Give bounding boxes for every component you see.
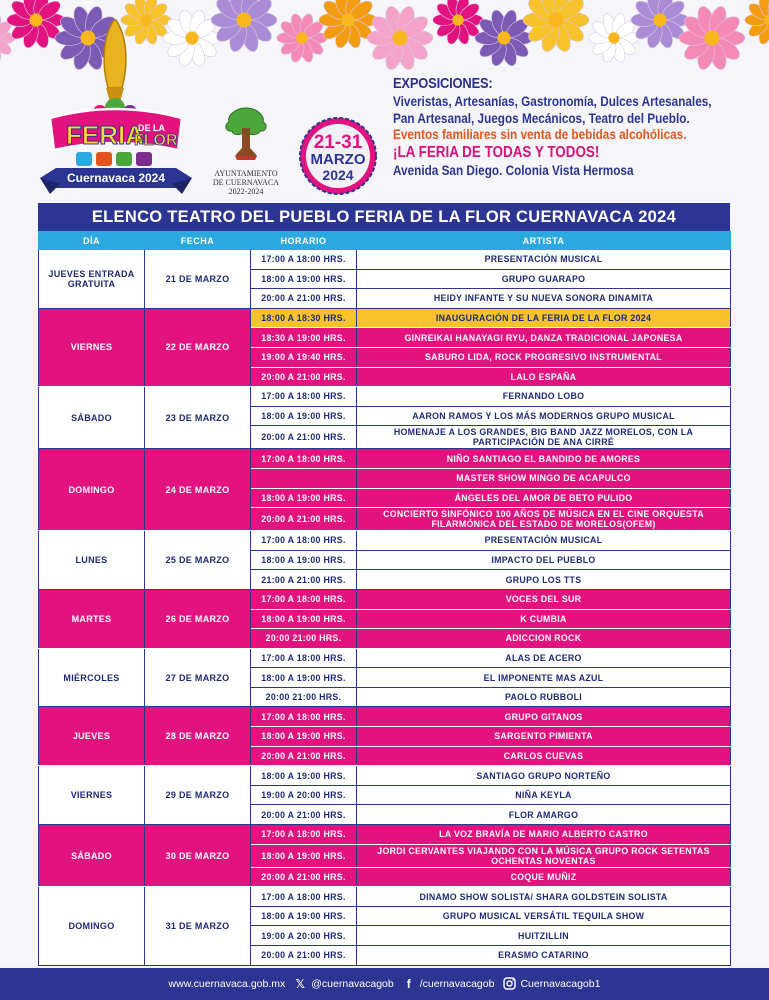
artist-cell: SANTIAGO GRUPO NORTEÑO (357, 766, 731, 786)
instagram-icon (502, 977, 516, 991)
artist-cell: SABURO LIDA, ROCK PROGRESIVO INSTRUMENTAL (357, 347, 731, 367)
schedule-row (39, 887, 731, 907)
day-cell: MIÉRCOLES (39, 648, 145, 707)
artist-cell: INAUGURACIÓN DE LA FERIA DE LA FLOR 2024 (357, 308, 731, 328)
time-cell: 18:00 A 19:00 HRS. (251, 550, 357, 570)
time-cell: 18:00 A 19:00 HRS. (251, 668, 357, 688)
time-cell: 20:00 A 21:00 HRS. (251, 805, 357, 825)
day-cell: SÁBADO (39, 825, 145, 887)
date-cell: 24 DE MARZO (145, 449, 251, 531)
date-cell: 23 DE MARZO (145, 387, 251, 449)
day-cell: MARTES (39, 589, 145, 648)
time-cell: 20:00 A 21:00 HRS. (251, 946, 357, 966)
artist-cell: DINAMO SHOW SOLISTA/ SHARA GOLDSTEIN SOLISTA (357, 887, 731, 907)
time-cell: 17:00 A 18:00 HRS. (251, 825, 357, 845)
day-cell: JUEVES (39, 707, 145, 766)
footer-x-handle: @cuernavacagob (311, 978, 394, 990)
date-cell: 21 DE MARZO (145, 250, 251, 309)
facebook-icon: f (406, 977, 411, 991)
time-cell: 19:00 A 20:00 HRS. (251, 785, 357, 805)
time-cell: 21:00 A 21:00 HRS. (251, 570, 357, 590)
artist-cell: HUITZILLIN (357, 926, 731, 946)
ayuntamiento-line2: DE CUERNAVACA (212, 178, 280, 187)
time-cell (251, 468, 357, 488)
time-cell: 19:00 A 19:40 HRS. (251, 347, 357, 367)
date-range: 21-31 (313, 132, 363, 153)
artist-cell: CONCIERTO SINFÓNICO 100 AÑOS DE MÚSICA EN EL CINE ORQUESTA FILARMÓNICA DEL ESTADO DE MORELOS(OFEM) (357, 508, 731, 531)
day-cell: SÁBADO (39, 387, 145, 449)
artist-cell: COQUE MUÑIZ (357, 867, 731, 887)
time-cell: 17:00 A 18:00 HRS. (251, 250, 357, 270)
ayuntamiento-logo (206, 104, 286, 196)
time-cell: 20:00 A 21:00 HRS. (251, 867, 357, 887)
column-header-horario: HORARIO (251, 232, 357, 250)
logo-city: Cuernavaca 2024 (66, 171, 166, 185)
artist-cell: GRUPO GITANOS (357, 707, 731, 727)
date-year: 2024 (322, 167, 354, 183)
schedule-row (39, 589, 731, 609)
x-icon: 𝕏 (295, 977, 306, 991)
ayuntamiento-line3: 2022-2024 (228, 187, 264, 196)
footer-facebook-link[interactable] (402, 977, 495, 991)
schedule-header-row (39, 232, 731, 250)
time-cell: 18:00 A 19:00 HRS. (251, 727, 357, 747)
artist-cell: LA VOZ BRAVÍA DE MARIO ALBERTO CASTRO (357, 825, 731, 845)
expos-line-2: Pan Artesanal, Juegos Mecánicos, Teatro del Pueblo. (393, 109, 690, 126)
expos-line-3: Eventos familiares sin venta de bebidas alcohólicas. (393, 126, 687, 142)
time-cell: 18:00 A 19:00 HRS. (251, 269, 357, 289)
ayuntamiento-tree-icon (221, 104, 271, 162)
schedule-row (39, 250, 731, 270)
time-cell: 18:00 A 19:00 HRS. (251, 406, 357, 426)
schedule-title: ELENCO TEATRO DEL PUEBLO FERIA DE LA FLOR CUERNAVACA 2024 (38, 203, 730, 231)
date-cell: 27 DE MARZO (145, 648, 251, 707)
date-cell: 30 DE MARZO (145, 825, 251, 887)
ayuntamiento-line1: AYUNTAMIENTO (214, 169, 278, 178)
time-cell: 18:00 A 18:30 HRS. (251, 308, 357, 328)
date-cell: 31 DE MARZO (145, 887, 251, 965)
time-cell: 20:00 A 21:00 HRS. (251, 746, 357, 766)
time-cell: 18:00 A 19:00 HRS. (251, 488, 357, 508)
schedule-row (39, 766, 731, 786)
day-cell: LUNES (39, 531, 145, 590)
artist-cell: ÁNGELES DEL AMOR DE BETO PULIDO (357, 488, 731, 508)
day-cell: VIERNES (39, 766, 145, 825)
column-header-artista: ARTISTA (357, 232, 731, 250)
logo-word-feria: FERIA (66, 120, 144, 150)
time-cell: 17:00 A 18:00 HRS. (251, 648, 357, 668)
exposiciones-block (393, 74, 763, 178)
time-cell: 18:00 A 19:00 HRS. (251, 766, 357, 786)
artist-cell: HEIDY INFANTE Y SU NUEVA SONORA DINAMITA (357, 289, 731, 309)
expos-line-4: ¡LA FERIA DE TODAS Y TODOS! (393, 143, 600, 161)
schedule-row (39, 308, 731, 328)
footer-instagram-link[interactable] (502, 977, 600, 991)
time-cell: 17:00 A 18:00 HRS. (251, 589, 357, 609)
time-cell: 20:00 21:00 HRS. (251, 629, 357, 649)
artist-cell: GRUPO LOS TTS (357, 570, 731, 590)
artist-cell: GRUPO GUARAPO (357, 269, 731, 289)
artist-cell: NIÑO SANTIAGO EL BANDIDO DE AMORES (357, 449, 731, 469)
schedule-table (38, 231, 731, 966)
time-cell: 17:00 A 18:00 HRS. (251, 887, 357, 907)
artist-cell: SARGENTO PIMIENTA (357, 727, 731, 747)
day-cell: DOMINGO (39, 449, 145, 531)
date-month: MARZO (310, 151, 366, 168)
artist-cell: ALAS DE ACERO (357, 648, 731, 668)
date-cell: 26 DE MARZO (145, 589, 251, 648)
artist-cell: IMPACTO DEL PUEBLO (357, 550, 731, 570)
date-cell: 28 DE MARZO (145, 707, 251, 766)
artist-cell: ADICCION ROCK (357, 629, 731, 649)
artist-cell: K CUMBIA (357, 609, 731, 629)
artist-cell: VOCES DEL SUR (357, 589, 731, 609)
artist-cell: ERASMO CATARINO (357, 946, 731, 966)
artist-cell: PRESENTACIÓN MUSICAL (357, 531, 731, 551)
day-cell: DOMINGO (39, 887, 145, 965)
date-cell: 25 DE MARZO (145, 531, 251, 590)
time-cell: 20:00 A 21:00 HRS. (251, 289, 357, 309)
artist-cell: CARLOS CUEVAS (357, 746, 731, 766)
time-cell: 20:00 A 21:00 HRS. (251, 426, 357, 449)
schedule-row (39, 387, 731, 407)
date-cell: 29 DE MARZO (145, 766, 251, 825)
date-badge (298, 116, 378, 196)
time-cell: 17:00 A 18:00 HRS. (251, 387, 357, 407)
time-cell: 20:00 21:00 HRS. (251, 687, 357, 707)
time-cell: 18:00 A 19:00 HRS. (251, 609, 357, 629)
artist-cell: LALO ESPAÑA (357, 367, 731, 387)
time-cell: 20:00 A 21:00 HRS. (251, 508, 357, 531)
artist-cell: AARON RAMOS Y LOS MÁS MODERNOS GRUPO MUSICAL (357, 406, 731, 426)
time-cell: 19:00 A 20:00 HRS. (251, 926, 357, 946)
time-cell: 18:00 A 19:00 HRS. (251, 906, 357, 926)
column-header-fecha: FECHA (145, 232, 251, 250)
artist-cell: PRESENTACIÓN MUSICAL (357, 250, 731, 270)
artist-cell: FERNANDO LOBO (357, 387, 731, 407)
column-header-dia: DÍA (39, 232, 145, 250)
time-cell: 20:00 A 21:00 HRS. (251, 367, 357, 387)
expos-line-1: Viveristas, Artesanías, Gastronomía, Dulces Artesanales, (393, 93, 712, 109)
logo-word-flor: FLOR (134, 132, 178, 149)
expos-title: EXPOSICIONES: (393, 75, 493, 92)
expos-line-5: Avenida San Diego. Colonia Vista Hermosa (393, 161, 634, 178)
footer (0, 968, 769, 1000)
footer-website-link[interactable]: www.cuernavaca.gob.mx (168, 978, 286, 990)
schedule-body (39, 250, 731, 966)
schedule-row (39, 449, 731, 469)
logo-word-dela: DE LA (138, 123, 165, 133)
artist-cell: MASTER SHOW MINGO DE ACAPULCO (357, 468, 731, 488)
schedule (38, 203, 730, 966)
date-cell: 22 DE MARZO (145, 308, 251, 386)
schedule-row (39, 531, 731, 551)
time-cell: 17:00 A 18:00 HRS. (251, 707, 357, 727)
schedule-row (39, 707, 731, 727)
artist-cell: FLOR AMARGO (357, 805, 731, 825)
artist-cell: HOMENAJE A LOS GRANDES, BIG BAND JAZZ MORELOS, CON LA PARTICIPACIÓN DE ANA CIRRÉ (357, 426, 731, 449)
artist-cell: JORDI CERVANTES VIAJANDO CON LA MÚSICA GRUPO ROCK SETENTAS OCHENTAS NOVENTAS (357, 844, 731, 867)
day-cell: VIERNES (39, 308, 145, 386)
day-cell: JUEVES ENTRADA GRATUITA (39, 250, 145, 309)
artist-cell: GRUPO MUSICAL VERSÁTIL TEQUILA SHOW (357, 906, 731, 926)
time-cell: 18:30 A 19:00 HRS. (251, 328, 357, 348)
footer-facebook-handle: /cuernavacagob (419, 978, 495, 990)
artist-cell: EL IMPONENTE MAS AZUL (357, 668, 731, 688)
feria-logo (36, 18, 196, 200)
schedule-row (39, 648, 731, 668)
artist-cell: NIÑA KEYLA (357, 785, 731, 805)
footer-x-link[interactable] (293, 977, 393, 991)
artist-cell: PAOLO RUBBOLI (357, 687, 731, 707)
schedule-row (39, 825, 731, 845)
time-cell: 17:00 A 18:00 HRS. (251, 531, 357, 551)
time-cell: 18:00 A 19:00 HRS. (251, 844, 357, 867)
footer-instagram-handle: Cuernavacagob1 (520, 978, 601, 990)
time-cell: 17:00 A 18:00 HRS. (251, 449, 357, 469)
artist-cell: GINREIKAI HANAYAGI RYU, DANZA TRADICIONAL JAPONESA (357, 328, 731, 348)
